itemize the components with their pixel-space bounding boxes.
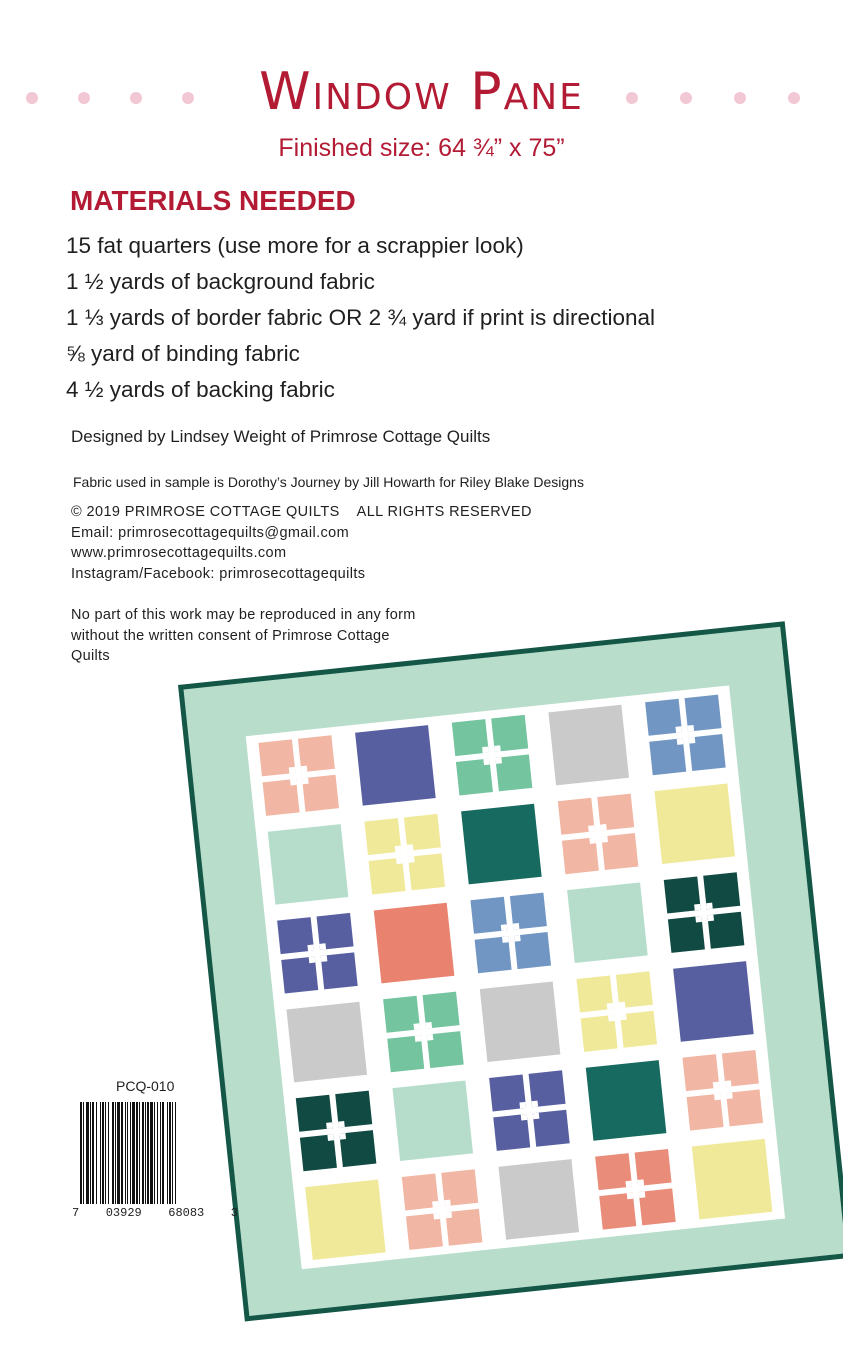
quilt-pane-notch	[494, 745, 501, 752]
materials-list	[66, 228, 655, 408]
quilt-solid-block	[374, 903, 455, 984]
quilt-pane-notch	[427, 1034, 434, 1041]
quilt-solid-block	[673, 961, 754, 1042]
quilt-pane-notch	[607, 1003, 614, 1010]
quilt-pane-notch	[639, 1191, 646, 1198]
quilt-pane-notch	[726, 1092, 733, 1099]
quilt-solid-block	[498, 1159, 579, 1240]
quilt-pane-notch	[600, 824, 607, 831]
quilt-pane-notch	[407, 844, 414, 851]
quilt-pane-notch	[339, 1133, 346, 1140]
barcode	[80, 1102, 226, 1204]
quilt-pane-notch	[513, 923, 520, 930]
quilt-pane-notch	[695, 916, 702, 923]
quilt-pane-notch	[502, 936, 509, 943]
quilt-pane-notch	[415, 1035, 422, 1042]
designer-credit: Designed by Lindsey Weight of Primrose Cottage Quilts	[71, 427, 491, 446]
quilt-pane-notch	[608, 1015, 615, 1022]
email-line: Email: primrosecottagequilts@gmail.com	[71, 524, 350, 541]
website-line: www.primrosecottagequilts.com	[71, 545, 287, 561]
quilt-solid-block	[461, 804, 542, 885]
contact-info	[71, 502, 532, 584]
quilt-solid-block	[305, 1179, 386, 1260]
pattern-title: Window Pane	[259, 62, 584, 122]
quilt-pane-notch	[319, 943, 326, 950]
quilt-pane-notch	[707, 915, 714, 922]
quilt-pane-notch	[625, 1181, 632, 1188]
quilt-pane-notch	[619, 1002, 626, 1009]
quilt-pane-notch	[309, 957, 316, 964]
quilt-pane-notch	[396, 858, 403, 865]
barcode-digit-group: 68083	[168, 1206, 205, 1220]
quilt-pane-notch	[307, 945, 314, 952]
quilt-pane-notch	[713, 1082, 720, 1089]
quilt-pane-notch	[694, 904, 701, 911]
materials-item: 1 ½ yards of background fabric	[66, 269, 375, 294]
copyright-line: © 2019 PRIMROSE COTTAGE QUILTS ALL RIGHTS RESERVED	[71, 504, 532, 520]
quilt-solid-block	[355, 725, 436, 806]
barcode-digit-group: 7	[72, 1206, 80, 1220]
quilt-pane-notch	[589, 837, 596, 844]
quilt-pane-notch	[413, 1023, 420, 1030]
quilt-pane-notch	[519, 1102, 526, 1109]
materials-item: 15 fat quarters (use more for a scrappier look)	[66, 233, 524, 258]
quilt-pane-notch	[714, 1094, 721, 1101]
quilt-solid-block	[586, 1060, 667, 1141]
quilt-solid-block	[286, 1002, 367, 1083]
social-line: Instagram/Facebook: primrosecottagequilts	[71, 565, 366, 582]
quilt-solid-block	[654, 783, 735, 864]
quilt-solid-block	[692, 1139, 773, 1220]
quilt-pane-notch	[521, 1114, 528, 1121]
quilt-group	[178, 621, 843, 1321]
quilt-pane-notch	[338, 1121, 345, 1128]
quilt-pane-notch	[289, 767, 296, 774]
quilt-pane-notch	[677, 738, 684, 745]
materials-item: ⅝ yard of binding fabric	[66, 341, 300, 366]
quilt-pane-notch	[302, 778, 309, 785]
quilt-pane-notch	[444, 1200, 451, 1207]
quilt-pane-notch	[483, 759, 490, 766]
quilt-pane-notch	[531, 1101, 538, 1108]
quilt-pane-notch	[637, 1179, 644, 1186]
quilt-pane-notch	[482, 747, 489, 754]
product-code: PCQ-010	[116, 1078, 175, 1094]
quilt-solid-block	[268, 824, 349, 905]
quilt-pane-notch	[706, 903, 713, 910]
quilt-solid-block	[480, 981, 561, 1062]
quilt-pane-notch	[689, 737, 696, 744]
quilt-pane-notch	[588, 825, 595, 832]
materials-item: 4 ½ yards of backing fabric	[66, 377, 335, 402]
quilt-image	[178, 585, 838, 1345]
quilt-pane-notch	[301, 766, 308, 773]
quilt-pane-notch	[533, 1113, 540, 1120]
quilt-pane-notch	[408, 856, 415, 863]
quilt-pane-notch	[433, 1213, 440, 1220]
barcode-digit-group: 3	[230, 1206, 238, 1220]
barcode-bar	[176, 1102, 177, 1204]
fabric-credit: Fabric used in sample is Dorothy’s Journey by Jill Howarth for Riley Blake Designs	[73, 474, 584, 490]
quilt-pane-notch	[290, 779, 297, 786]
quilt-pane-notch	[495, 757, 502, 764]
quilt-pane-notch	[627, 1193, 634, 1200]
materials-heading: MATERIALS NEEDED	[70, 185, 356, 216]
quilt-pane-notch	[326, 1122, 333, 1129]
quilt-illustration	[178, 585, 798, 1285]
quilt-pane-notch	[687, 725, 694, 732]
quilt-pane-notch	[425, 1022, 432, 1029]
materials-item: 1 ⅓ yards of border fabric OR 2 ¾ yard if print is directional	[66, 305, 656, 330]
quilt-pane-notch	[445, 1212, 452, 1219]
quilt-pane-notch	[514, 935, 521, 942]
quilt-pane-notch	[501, 924, 508, 931]
quilt-pane-notch	[395, 846, 402, 853]
quilt-pane-notch	[675, 726, 682, 733]
quilt-pane-notch	[620, 1014, 627, 1021]
quilt-pane-notch	[432, 1201, 439, 1208]
quilt-pane-notch	[601, 836, 608, 843]
quilt-solid-block	[567, 882, 648, 963]
quilt-solid-block	[548, 705, 629, 786]
quilt-pane-notch	[327, 1134, 334, 1141]
finished-size: Finished size: 64 ¾” x 75”	[278, 134, 565, 162]
quilt-pane-notch	[725, 1080, 732, 1087]
barcode-digits	[72, 1206, 238, 1220]
reproduction-notice: No part of this work may be reproduced in any form without the written consent of Primrose Cottage Quilts	[71, 607, 416, 664]
barcode-digit-group: 03929	[105, 1206, 142, 1220]
quilt-solid-block	[392, 1080, 473, 1161]
quilt-pane-notch	[321, 955, 328, 962]
